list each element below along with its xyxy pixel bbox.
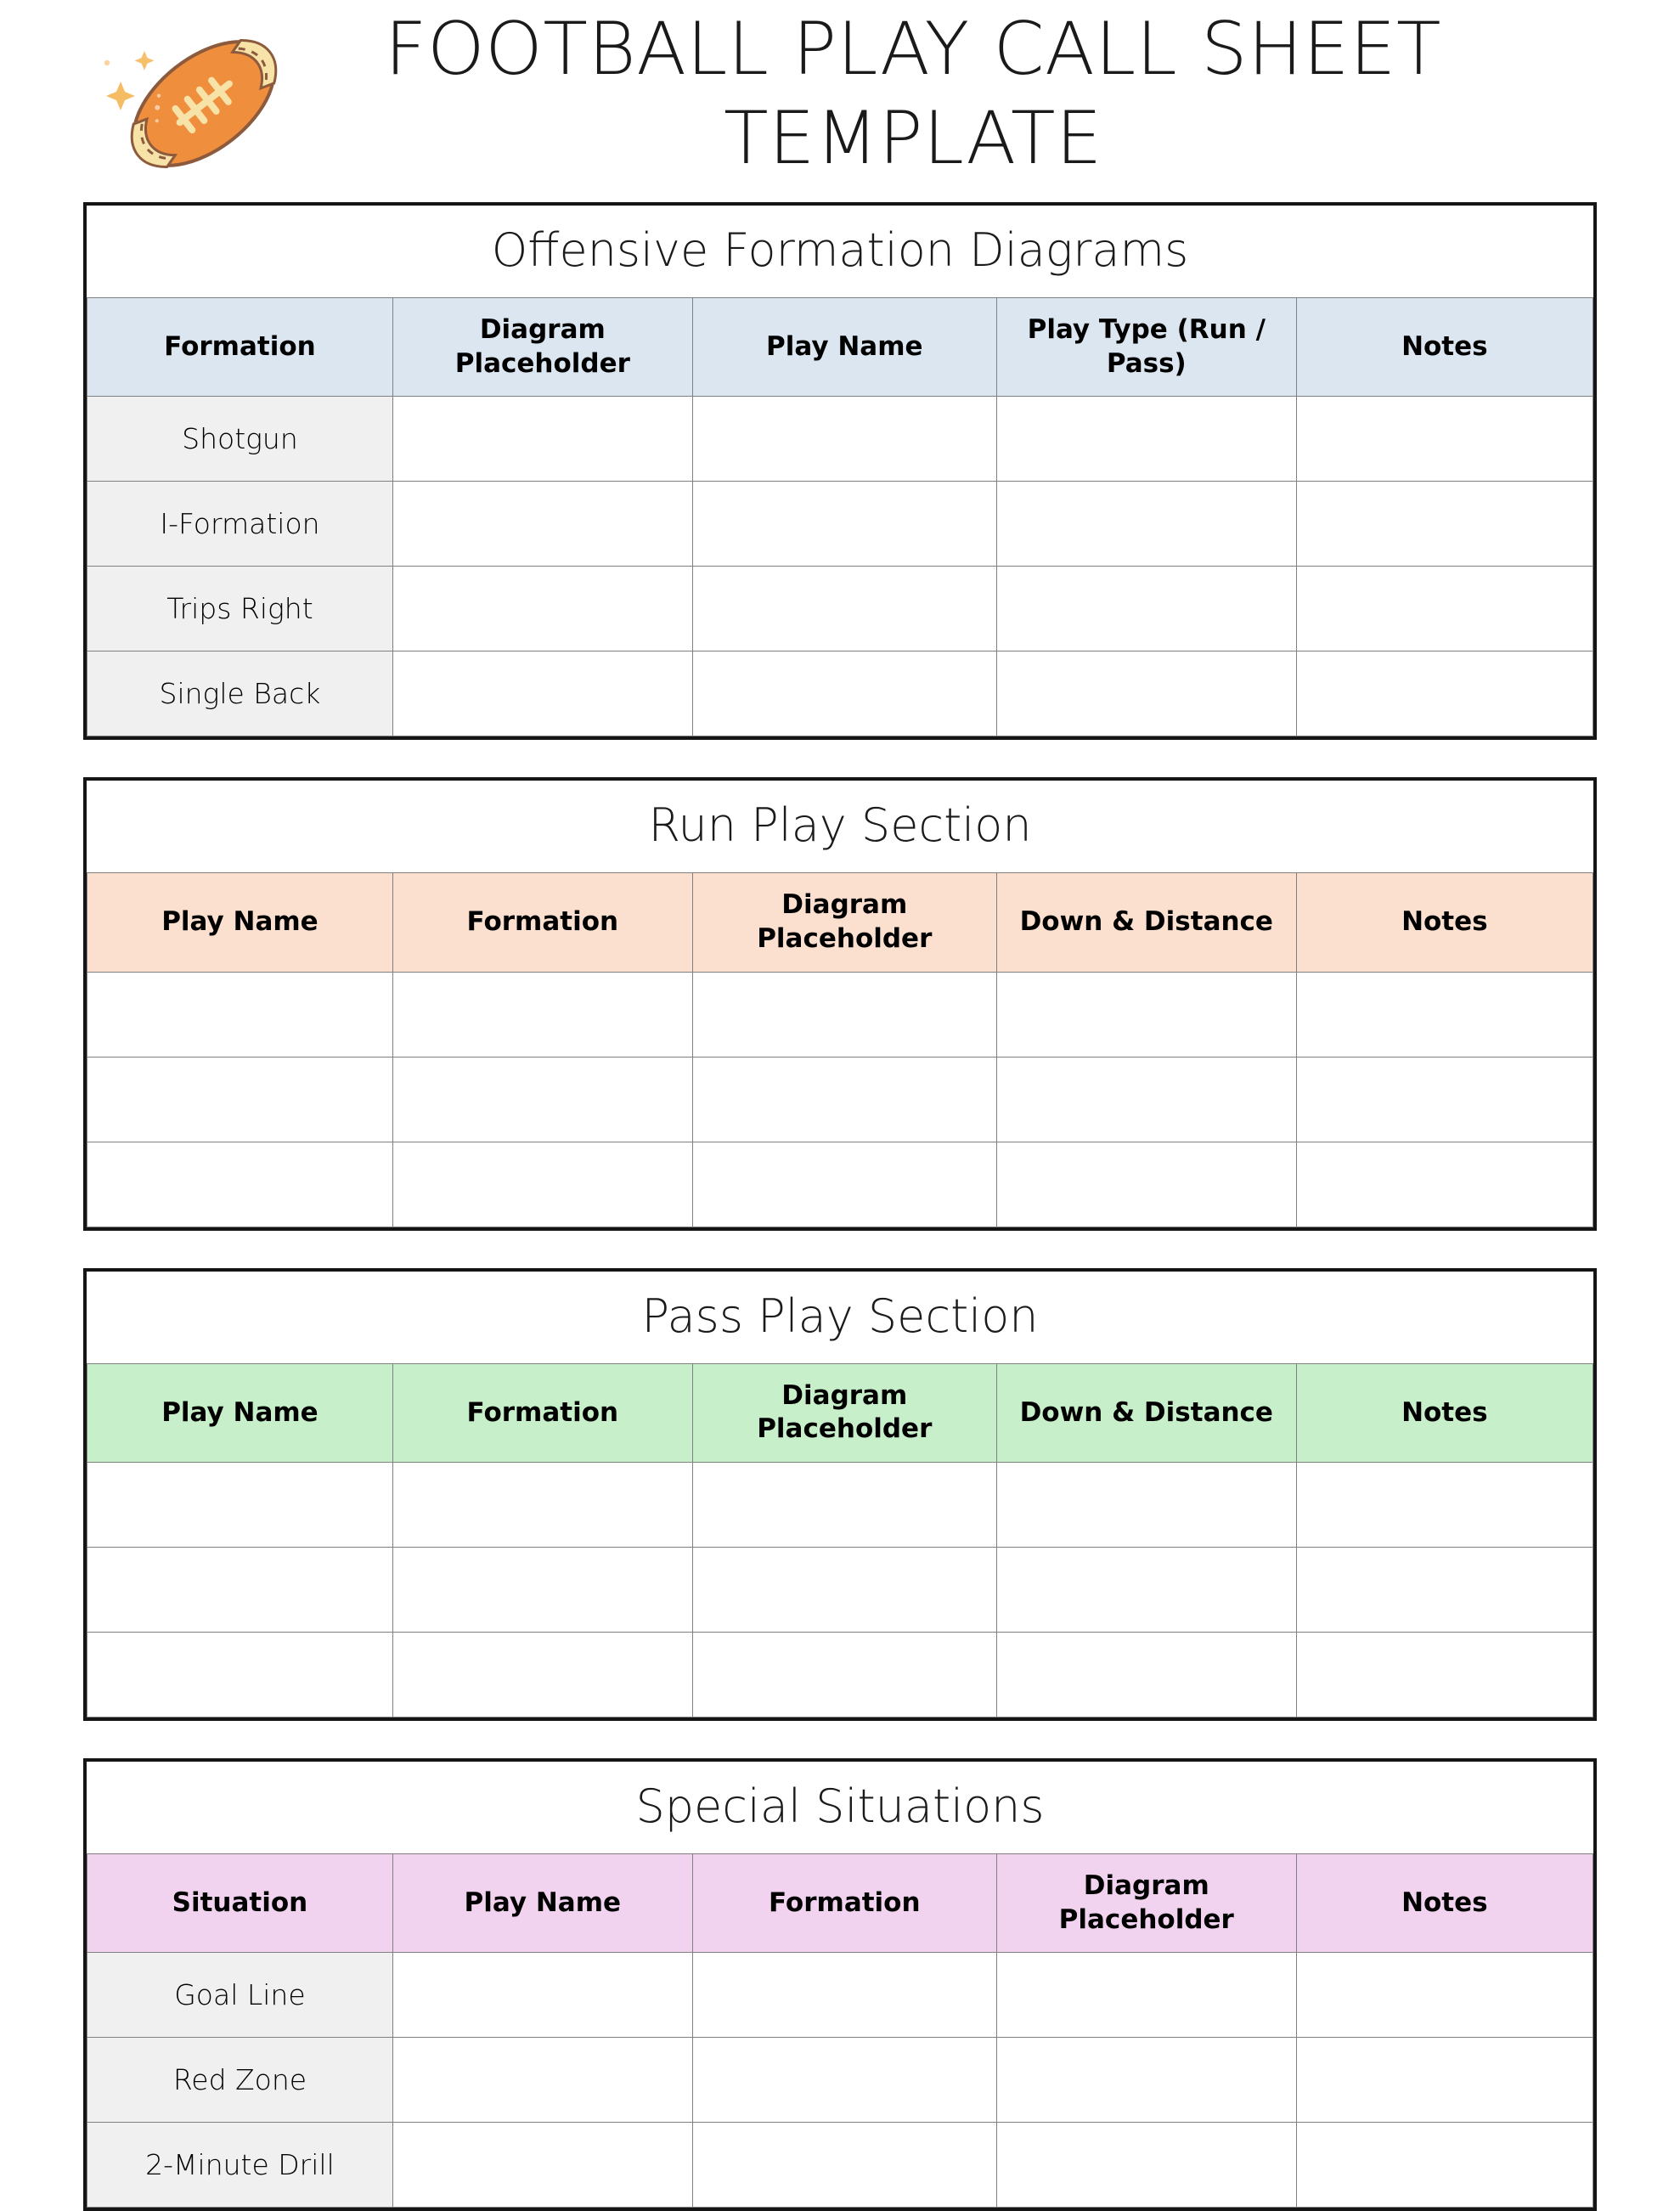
column-header: Notes: [1296, 1854, 1593, 1953]
entry-cell[interactable]: [1296, 1953, 1593, 2038]
entry-cell[interactable]: [996, 1953, 1296, 2038]
table-row: [87, 2038, 1593, 2123]
table-row: [87, 1463, 1593, 1548]
section-run: [83, 777, 1597, 1230]
entry-cell[interactable]: [1296, 1463, 1593, 1548]
section-special: [83, 1758, 1597, 2211]
section-title-pass: Pass Play Section: [641, 1289, 1039, 1343]
table-row: [87, 482, 1593, 567]
document-header: [83, 0, 1597, 202]
column-header: Diagram Placeholder: [692, 873, 996, 972]
table-pass: [87, 1363, 1593, 1717]
entry-cell[interactable]: [87, 972, 393, 1057]
table-header-row: [87, 873, 1593, 972]
entry-cell[interactable]: [1296, 1057, 1593, 1142]
entry-cell[interactable]: [392, 2123, 692, 2208]
entry-cell[interactable]: [996, 2123, 1296, 2208]
row-label-cell: Single Back: [87, 651, 393, 736]
table-row: [87, 1548, 1593, 1633]
entry-cell[interactable]: [996, 1057, 1296, 1142]
entry-cell[interactable]: [1296, 397, 1593, 482]
entry-cell[interactable]: [692, 1142, 996, 1227]
table-header-row: [87, 1363, 1593, 1462]
entry-cell[interactable]: [996, 397, 1296, 482]
column-header: Situation: [87, 1854, 393, 1953]
entry-cell[interactable]: [87, 1633, 393, 1717]
column-header: Diagram Placeholder: [692, 1363, 996, 1462]
column-header: Notes: [1296, 1363, 1593, 1462]
entry-cell[interactable]: [692, 567, 996, 651]
section-title-special: Special Situations: [635, 1780, 1045, 1834]
table-run: [87, 872, 1593, 1227]
entry-cell[interactable]: [1296, 972, 1593, 1057]
entry-cell[interactable]: [392, 1463, 692, 1548]
table-row: [87, 651, 1593, 736]
entry-cell[interactable]: [996, 2038, 1296, 2123]
column-header: Play Name: [87, 1363, 393, 1462]
row-label-cell: 2-Minute Drill: [87, 2123, 393, 2208]
entry-cell[interactable]: [996, 482, 1296, 567]
table-row: [87, 567, 1593, 651]
entry-cell[interactable]: [392, 1057, 692, 1142]
table-row: [87, 2123, 1593, 2208]
column-header: Play Name: [87, 873, 393, 972]
entry-cell[interactable]: [1296, 1548, 1593, 1633]
column-header: Down & Distance: [996, 873, 1296, 972]
entry-cell[interactable]: [692, 1057, 996, 1142]
entry-cell[interactable]: [392, 1548, 692, 1633]
entry-cell[interactable]: [1296, 567, 1593, 651]
column-header: Formation: [392, 873, 692, 972]
column-header: Notes: [1296, 873, 1593, 972]
row-label-cell: Goal Line: [87, 1953, 393, 2038]
column-header: Notes: [1296, 298, 1593, 397]
table-offensive: [87, 297, 1593, 736]
table-row: [87, 1057, 1593, 1142]
column-header: Play Type (Run / Pass): [996, 298, 1296, 397]
entry-cell[interactable]: [692, 2038, 996, 2123]
entry-cell[interactable]: [392, 397, 692, 482]
entry-cell[interactable]: [996, 1142, 1296, 1227]
entry-cell[interactable]: [1296, 2123, 1593, 2208]
table-special: [87, 1853, 1593, 2208]
entry-cell[interactable]: [392, 482, 692, 567]
table-row: [87, 397, 1593, 482]
entry-cell[interactable]: [1296, 1633, 1593, 1717]
entry-cell[interactable]: [392, 651, 692, 736]
column-header: Play Name: [392, 1854, 692, 1953]
column-header: Play Name: [692, 298, 996, 397]
row-label-cell: I-Formation: [87, 482, 393, 567]
entry-cell[interactable]: [392, 1953, 692, 2038]
table-row: [87, 972, 1593, 1057]
sections-container: [83, 202, 1597, 2211]
entry-cell[interactable]: [392, 1633, 692, 1717]
entry-cell[interactable]: [392, 2038, 692, 2123]
section-title-run: Run Play Section: [648, 798, 1032, 853]
entry-cell[interactable]: [87, 1057, 393, 1142]
entry-cell[interactable]: [87, 1142, 393, 1227]
column-header: Formation: [692, 1854, 996, 1953]
entry-cell[interactable]: [392, 1142, 692, 1227]
football-icon: [92, 10, 287, 195]
page-title: FOOTBALL PLAY CALL SHEET TEMPLATE: [385, 7, 1441, 181]
entry-cell[interactable]: [692, 1633, 996, 1717]
entry-cell[interactable]: [996, 1463, 1296, 1548]
entry-cell[interactable]: [996, 1548, 1296, 1633]
column-header: Diagram Placeholder: [392, 298, 692, 397]
column-header: Formation: [87, 298, 393, 397]
entry-cell[interactable]: [692, 1463, 996, 1548]
section-offensive: [83, 202, 1597, 740]
entry-cell[interactable]: [392, 972, 692, 1057]
entry-cell[interactable]: [692, 397, 996, 482]
row-label-cell: Red Zone: [87, 2038, 393, 2123]
entry-cell[interactable]: [392, 567, 692, 651]
table-row: [87, 1142, 1593, 1227]
entry-cell[interactable]: [692, 1953, 996, 2038]
entry-cell[interactable]: [692, 972, 996, 1057]
entry-cell[interactable]: [1296, 1142, 1593, 1227]
entry-cell[interactable]: [692, 482, 996, 567]
entry-cell[interactable]: [996, 1633, 1296, 1717]
section-title-offensive: Offensive Formation Diagrams: [491, 223, 1189, 277]
column-header: Formation: [392, 1363, 692, 1462]
entry-cell[interactable]: [87, 1548, 393, 1633]
entry-cell[interactable]: [1296, 651, 1593, 736]
table-row: [87, 1633, 1593, 1717]
entry-cell[interactable]: [1296, 482, 1593, 567]
entry-cell[interactable]: [996, 972, 1296, 1057]
entry-cell[interactable]: [692, 651, 996, 736]
section-pass: [83, 1268, 1597, 1721]
row-label-cell: Shotgun: [87, 397, 393, 482]
entry-cell[interactable]: [1296, 2038, 1593, 2123]
table-header-row: [87, 1854, 1593, 1953]
column-header: Down & Distance: [996, 1363, 1296, 1462]
entry-cell[interactable]: [692, 2123, 996, 2208]
entry-cell[interactable]: [996, 567, 1296, 651]
entry-cell[interactable]: [87, 1463, 393, 1548]
table-header-row: [87, 298, 1593, 397]
table-row: [87, 1953, 1593, 2038]
row-label-cell: Trips Right: [87, 567, 393, 651]
column-header: Diagram Placeholder: [996, 1854, 1296, 1953]
entry-cell[interactable]: [996, 651, 1296, 736]
entry-cell[interactable]: [692, 1548, 996, 1633]
